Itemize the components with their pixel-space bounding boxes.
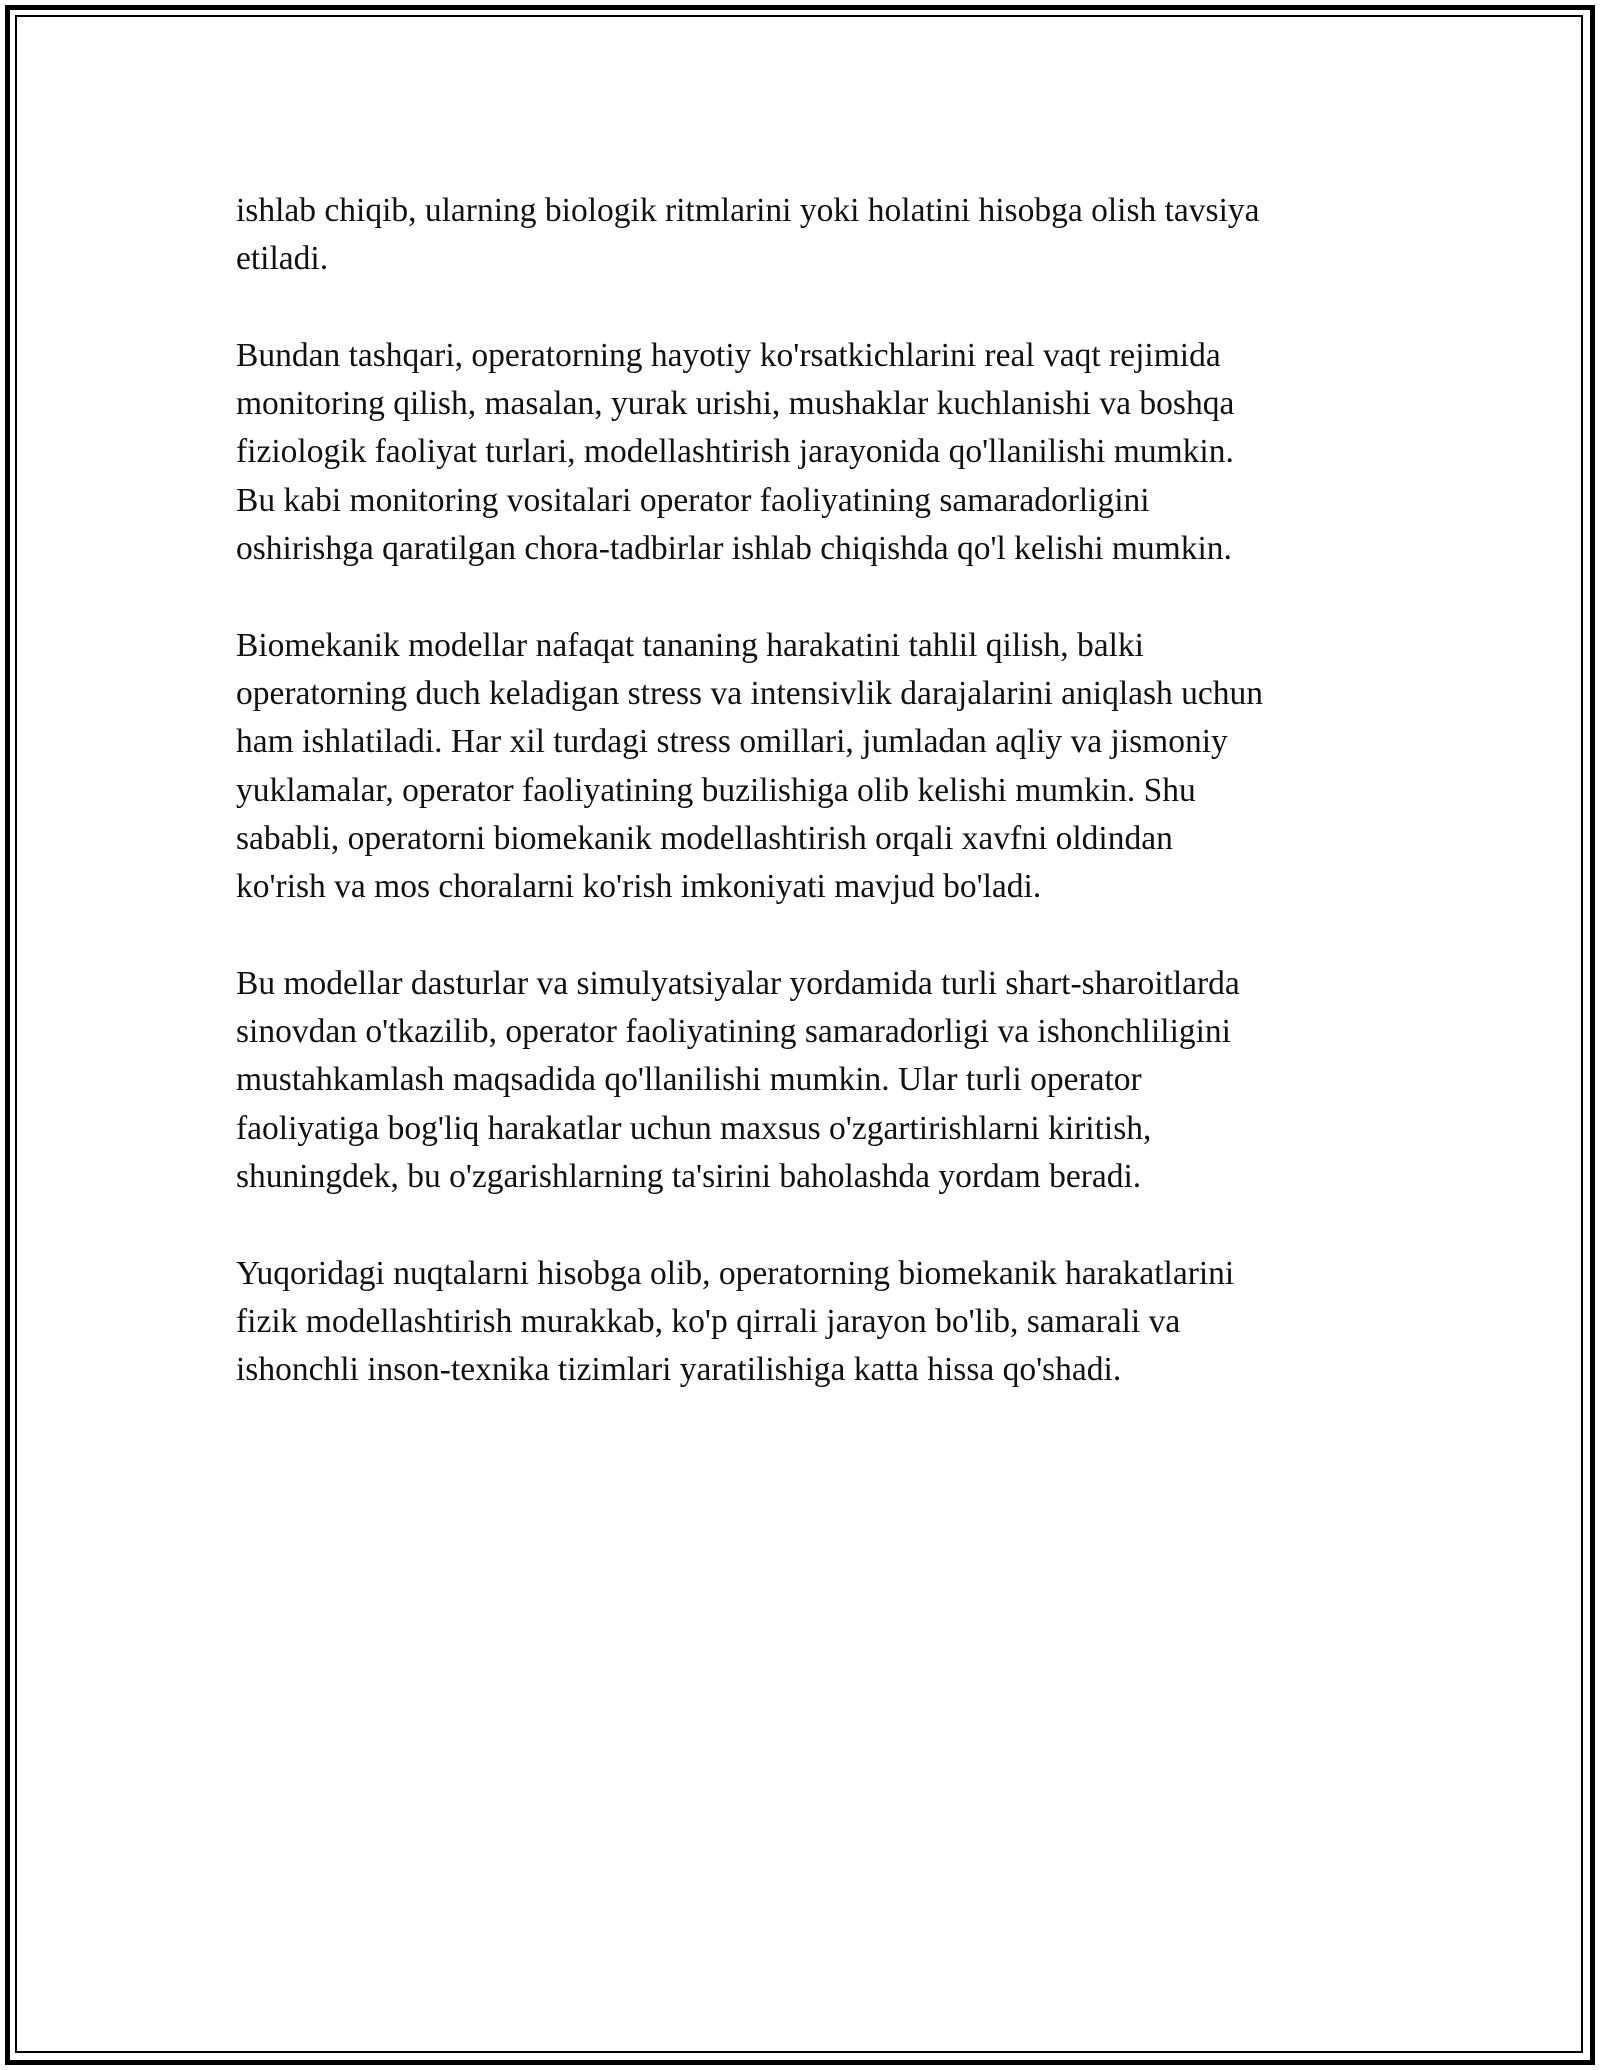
paragraph-3 [236,622,1376,912]
text-line: operatorning duch keladigan stress va intensivlik darajalarini aniqlash uchun [236,674,1264,712]
text-line: Bu modellar dasturlar va simulyatsiyalar yordamida turli shart-sharoitlarda [236,964,1240,1002]
text-line: oshirishga qaratilgan chora-tadbirlar ishlab chiqishda qo'l kelishi mumkin. [236,530,1232,568]
text-line: Yuqoridagi nuqtalarni hisobga olib, operatorning biomekanik harakatlarini [236,1254,1235,1292]
text-line: ishlab chiqib, ularning biologik ritmlarini yoki holatini hisobga olish tavsiya [236,192,1260,229]
text-line: yuklamalar, operator faoliyatining buzilishiga olib kelishi mumkin. Shu [236,771,1196,809]
text-line: Bu kabi monitoring vositalari operator faoliyatining samaradorligini [236,481,1150,519]
text-line: Biomekanik modellar nafaqat tananing harakatini tahlil qilish, balki [236,626,1144,664]
text-line: ko'rish va mos choralarni ko'rish imkoniyati mavjud bo'ladi. [236,868,1042,906]
text-line: Bundan tashqari, operatorning hayotiy ko'rsatkichlarini real vaqt rejimida [236,336,1221,374]
text-line: monitoring qilish, masalan, yurak urishi, mushaklar kuchlanishi va boshqa [236,385,1235,423]
text-line: faoliyatiga bog'liq harakatlar uchun maxsus o'zgartirishlarni kiritish, [236,1109,1152,1147]
text-line: sababli, operatorni biomekanik modellashtirish orqali xavfni oldindan [236,819,1173,857]
text-line: fiziologik faoliyat turlari, modellashtirish jarayonida qo'llanilishi mumkin. [236,433,1234,471]
paragraph-4 [236,960,1376,1201]
paragraph-1 [236,187,1376,284]
text-line: mustahkamlash maqsadida qo'llanilishi mumkin. Ular turli operator [236,1061,1142,1099]
paragraph-2 [236,332,1376,573]
text-line: shuningdek, bu o'zgarishlarning ta'sirini baholashda yordam beradi. [236,1157,1142,1195]
document-body [236,187,1376,1443]
text-line: fizik modellashtirish murakkab, ko'p qirrali jarayon bo'lib, samarali va [236,1302,1181,1340]
text-line: ham ishlatiladi. Har xil turdagi stress omillari, jumladan aqliy va jismoniy [236,723,1228,761]
text-line: etiladi. [236,240,329,278]
text-line: sinovdan o'tkazilib, operator faoliyatining samaradorligi va ishonchliligini [236,1013,1231,1051]
text-line: ishonchli inson-texnika tizimlari yaratilishiga katta hissa qo'shadi. [236,1351,1122,1389]
paragraph-5 [236,1250,1376,1395]
